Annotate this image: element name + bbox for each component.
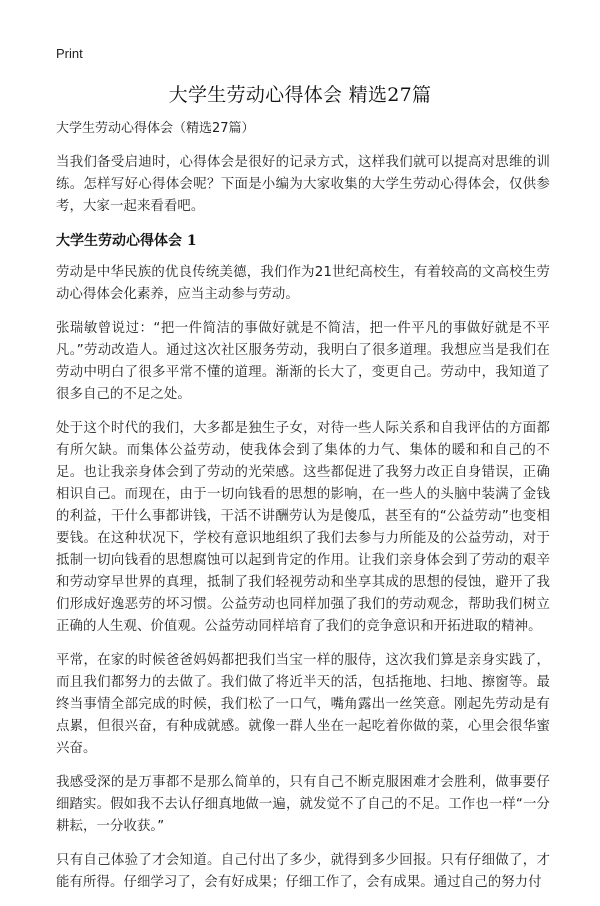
section-heading: 大学生劳动心得体会 1: [56, 233, 197, 249]
body-paragraph: 张瑞敏曾说过：“把一件简洁的事做好就是不简洁，把一件平凡的事做好就是不平凡。”劳动改造人。通过这次社区服务劳动，我明白了很多道理。我想应当是我们在劳动中明白了很多平常不懂的道理。渐渐的长大了，变更自己。劳动中，我知道了很多自己的不足之处。: [56, 321, 550, 402]
body-paragraph: 平常，在家的时候爸爸妈妈都把我们当宝一样的服侍，这次我们算是亲身实践了，而且我们都努力的去做了。我们做了将近半天的活，包括拖地、扫地、擦窗等。最终当事情全部完成的时候，我们松了一口气，嘴角露出一丝笑意。刚起先劳动是有点累，但很兴奋，有种成就感。就像一群人坐在一起吃着你做的菜，心里会很华蜜兴奋。: [56, 653, 550, 756]
body-paragraph: 我感受深的是万事都不是那么简单的，只有自己不断克服困难才会胜利，做事要仔细踏实。假如我不去认仔细真地做一遍，就发觉不了自己的不足。工作也一样“一分耕耘，一分收获。”: [56, 775, 550, 834]
intro-paragraph: 当我们备受启迪时，心得体会是很好的记录方式，这样我们就可以提高对思维的训练。怎样写好心得体会呢？下面是小编为大家收集的大学生劳动心得体会，仅供参考，大家一起来看看吧。: [56, 155, 550, 214]
body-paragraph: 劳动是中华民族的优良传统美德，我们作为21世纪高校生，有着较高的文高校生劳动心得体会化素养，应当主动参与劳动。: [56, 265, 550, 302]
article-subtitle: 大学生劳动心得体会（精选27篇）: [56, 121, 255, 136]
article-body: [56, 118, 550, 906]
print-link[interactable]: Print: [56, 46, 83, 61]
page-title: 大学生劳动心得体会 精选27篇: [168, 84, 432, 106]
body-paragraph: 处于这个时代的我们，大多都是独生子女，对待一些人际关系和自我评估的方面都有所欠缺。而集体公益劳动，使我体会到了集体的力气、集体的暖和和自己的不足。也让我亲身体会到了劳动的光荣感。这些都促进了我努力改正自身错误，正确相识自己。而现在，由于一切向钱看的思想的影响，在一些人的头脑中装满了金钱的利益，干什么事都讲钱，干活不讲酬劳认为是傻瓜，甚至有的“公益劳动”也变相要钱。在这种状况下，学校有意识地组织了我们去参与力所能及的公益劳动，对于抵制一切向钱看的思想腐蚀可以起到肯定的作用。让我们亲身体会到了劳动的艰辛和劳动穿早世界的真理，抵制了我们轻视劳动和坐享其成的思想的侵蚀，避开了我们形成好逸恶劳的坏习惯。公益劳动也同样加强了我们的劳动观念，帮助我们树立正确的人生观、价值观。公益劳动同样培育了我们的竞争意识和开拓进取的精神。: [56, 421, 550, 634]
body-paragraph: 只有自己体验了才会知道。自己付出了多少，就得到多少回报。只有仔细做了，才能有所得。仔细学习了，会有好成果；仔细工作了，会有成果。通过自己的努力付: [56, 853, 550, 890]
